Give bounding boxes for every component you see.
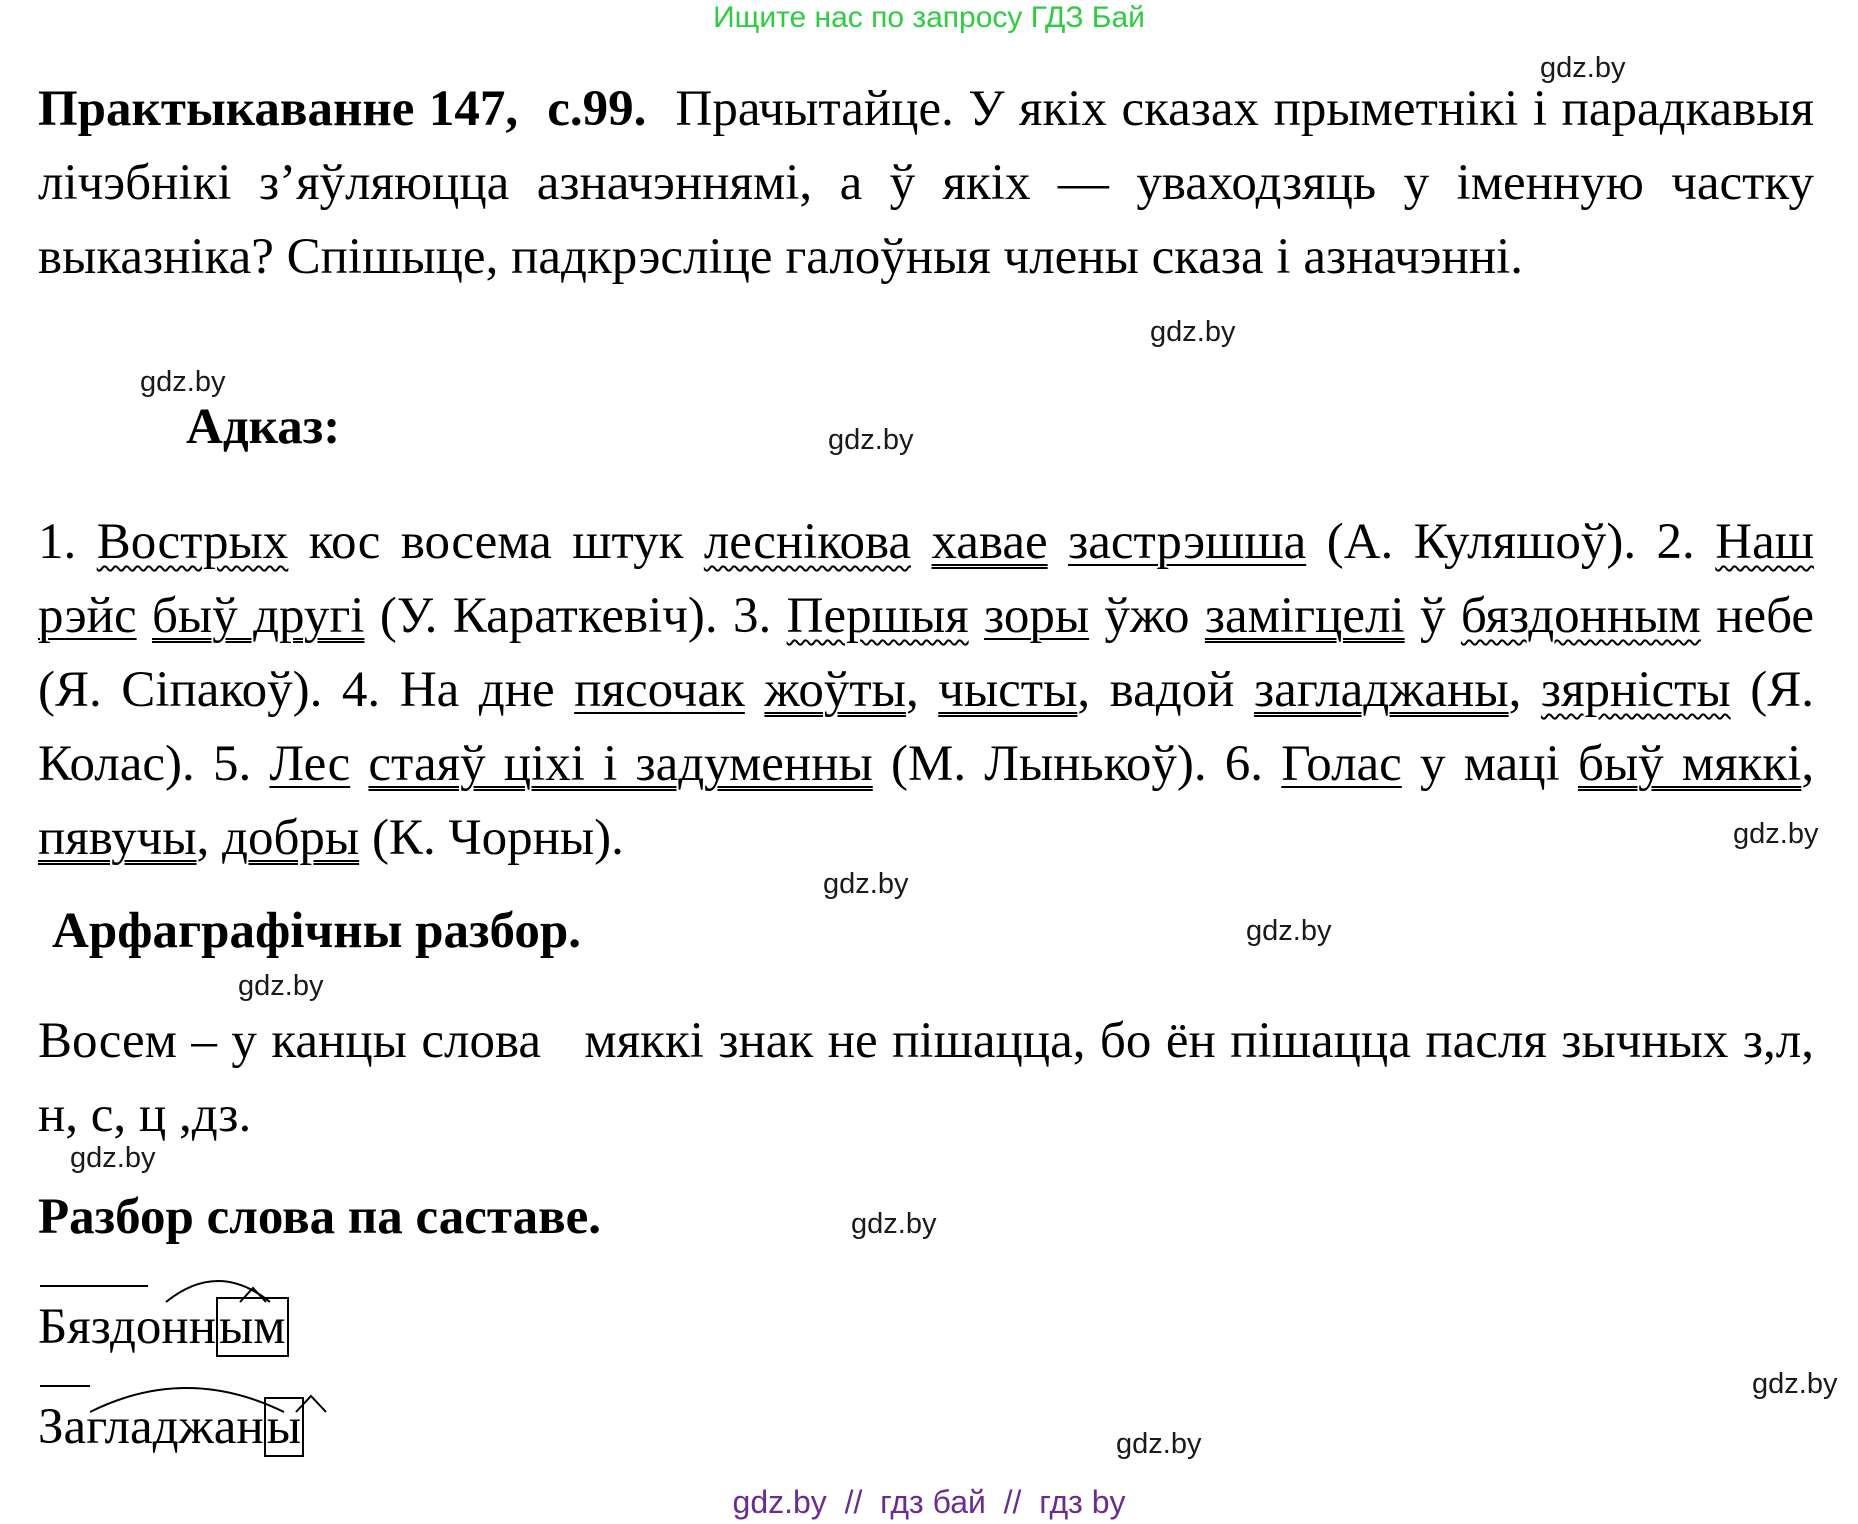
- author: (М. Лынькоў).: [890, 736, 1207, 792]
- watermark: gdz.by: [238, 970, 324, 1002]
- predicate: быў мяккі: [1577, 736, 1802, 792]
- word-suffix: ан: [213, 1399, 264, 1455]
- site-footer: gdz.by // гдз бай // гдз by: [732, 1484, 1126, 1520]
- subject: пясочак: [574, 662, 745, 718]
- answer-text: 1. Вострых кос восема штук леснікова хавае застрэшша (А. Куляшоў). 2. Наш рэйс быў другі (У. Караткевіч). 3. Першыя зоры ўжо замігцелі ў бяздонным небе (Я. Сіпакоў). 4. На дне пясочак жоўты, чысты, вадой загладжаны, зярністы (Я. Колас). 5. Лес стаяў ціхі і задуменны (М. Лынькоў). 6. Голас у маці быў мяккі, пявучы, добры (К. Чорны).: [38, 514, 1815, 866]
- author: (У. Караткевіч).: [379, 588, 718, 644]
- predicate: добры: [222, 810, 360, 866]
- word-root: гладж: [86, 1399, 214, 1455]
- morph-marks: [38, 1398, 398, 1478]
- answer-heading: Адказ:: [186, 399, 341, 455]
- predicate: быў другі: [151, 588, 365, 644]
- watermark: gdz.by: [823, 868, 909, 900]
- morph-word-1: [38, 1298, 289, 1356]
- sentence-number: 2.: [1656, 514, 1695, 570]
- predicate: пявучы: [38, 810, 197, 866]
- attribute: бяздонным: [1460, 588, 1701, 644]
- predicate: хавае: [931, 514, 1048, 570]
- task-text: Прачытайце. У якіх сказах прыметнікі і парадкавыя лічэбнікі з’яўляюцца азначэннямі, а ў якіх — уваходзяць у іменную частку выказніка? Спішыце, падкрэсліце галоўныя члены сказа і азначэнні.: [38, 81, 1814, 285]
- text: На дне: [399, 662, 555, 718]
- word-prefix: За: [38, 1399, 87, 1455]
- text: у маці: [1420, 736, 1560, 792]
- text: ўжо: [1104, 588, 1190, 644]
- word-suffix: н: [188, 1299, 217, 1355]
- author: небе (Я. Сіпакоў).: [38, 588, 1815, 718]
- watermark: gdz.by: [1246, 915, 1332, 947]
- ortho-heading: Арфаграфічны разбор.: [52, 903, 581, 959]
- morph-marks: [38, 1298, 398, 1378]
- predicate: чысты: [938, 662, 1078, 718]
- morph-heading: Разбор слова па саставе.: [38, 1189, 601, 1245]
- sentence-number: 6.: [1224, 736, 1264, 792]
- subject: Голас: [1281, 736, 1402, 792]
- watermark: gdz.by: [1116, 1428, 1202, 1460]
- subject: застрэшша: [1068, 514, 1307, 570]
- watermark: gdz.by: [1540, 52, 1626, 84]
- sentence-number: 1.: [38, 514, 77, 570]
- page-number: с.99.: [547, 81, 647, 137]
- watermark: gdz.by: [70, 1142, 156, 1174]
- attribute: зярністы: [1540, 662, 1731, 718]
- text: вадой: [1109, 662, 1235, 718]
- attribute: Наш: [1715, 514, 1814, 570]
- sentence-number: 5.: [212, 736, 252, 792]
- watermark: gdz.by: [1150, 316, 1236, 348]
- predicate: замігцелі: [1204, 588, 1405, 644]
- author: (Я. Колас).: [38, 662, 1814, 792]
- attribute: Вострых: [96, 514, 289, 570]
- task-statement: [38, 72, 1814, 294]
- watermark: gdz.by: [828, 424, 914, 456]
- word-ending: ым: [216, 1297, 289, 1357]
- subject: рэйс: [38, 588, 137, 644]
- watermark: gdz.by: [851, 1208, 937, 1240]
- predicate: стаяў ціхі і задуменны: [368, 736, 873, 792]
- watermark: gdz.by: [140, 366, 226, 398]
- predicate: загладжаны: [1254, 662, 1509, 718]
- author: (А. Куляшоў).: [1326, 514, 1637, 570]
- text: кос восема штук: [308, 514, 684, 570]
- subject: зоры: [984, 588, 1090, 644]
- predicate: жоўты: [764, 662, 906, 718]
- sentence-number: 3.: [733, 588, 772, 644]
- sentence-number: 4.: [341, 662, 381, 718]
- morph-word-2: [38, 1398, 304, 1456]
- attribute: Першыя: [786, 588, 969, 644]
- watermark: gdz.by: [1733, 818, 1819, 850]
- promo-banner: Ищите нас по запросу ГДЗ Бай: [713, 1, 1145, 34]
- exercise-number: Практыкаванне 147,: [38, 81, 519, 137]
- word-root: Бяздон: [38, 1299, 189, 1355]
- text: ў: [1419, 588, 1446, 644]
- attribute: леснікова: [703, 514, 912, 570]
- author: (К. Чорны).: [371, 810, 624, 866]
- subject: Лес: [269, 736, 351, 792]
- ortho-text: Восем – у канцы слова мяккі знак не пішацца, бо ён пішацца пасля зычных з,л, н, с, ц ,дз.: [38, 1013, 1827, 1143]
- watermark: gdz.by: [1752, 1368, 1838, 1400]
- word-ending: ы: [264, 1397, 304, 1457]
